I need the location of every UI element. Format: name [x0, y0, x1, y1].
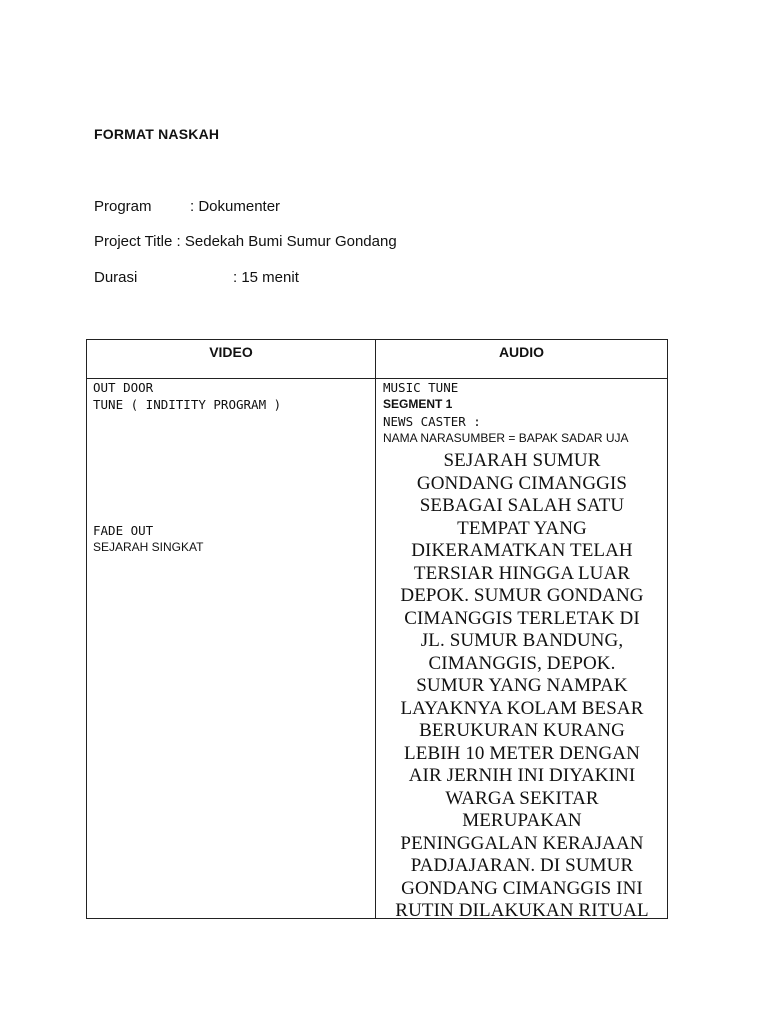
column-divider: [375, 340, 376, 918]
project-title-value: : Sedekah Bumi Sumur Gondang: [176, 233, 397, 250]
header-audio: AUDIO: [498, 344, 545, 360]
video-out-door: OUT DOOR: [93, 380, 154, 395]
program-label: Program: [94, 198, 152, 215]
narration-line: WARGA SEKITAR: [445, 787, 599, 809]
audio-narasumber: NAMA NARASUMBER = BAPAK SADAR UJA: [383, 431, 629, 445]
narration-line: CIMANGGIS TERLETAK DI: [404, 607, 640, 629]
durasi-value: : 15 menit: [233, 269, 299, 286]
narration-line: PADJAJARAN. DI SUMUR: [410, 855, 634, 876]
narration-line: PENINGGALAN KERAJAAN: [400, 832, 644, 854]
narration-line: LAYAKNYA KOLAM BESAR: [400, 697, 644, 719]
meta-durasi-row: [94, 269, 299, 286]
narration-line: MERUPAKAN: [462, 810, 582, 831]
narration-line: SEJARAH SUMUR: [443, 450, 601, 471]
durasi-label: Durasi: [94, 269, 138, 286]
script-table: [86, 339, 668, 919]
video-sejarah-singkat: SEJARAH SINGKAT: [93, 540, 204, 554]
narration-line: GONDANG CIMANGGIS: [416, 472, 628, 494]
meta-project-title-row: [94, 233, 397, 250]
audio-segment: SEGMENT 1: [383, 397, 453, 411]
page-title: FORMAT NASKAH: [94, 126, 220, 142]
narration-line: DIKERAMATKAN TELAH: [411, 540, 633, 561]
program-value: : Dokumenter: [190, 198, 281, 215]
narration-line: LEBIH 10 METER DENGAN: [404, 742, 640, 764]
narration-line: TEMPAT YANG: [457, 517, 587, 539]
narration-line: CIMANGGIS, DEPOK.: [428, 652, 616, 674]
narration-line: SEBAGAI SALAH SATU: [419, 495, 625, 516]
audio-cell-top: [383, 379, 665, 447]
meta-program-row: [94, 198, 280, 215]
audio-music-tune: MUSIC TUNE: [383, 380, 459, 395]
video-tune: TUNE ( INDITITY PROGRAM ): [93, 397, 282, 412]
narration-line: JL. SUMUR BANDUNG,: [420, 630, 624, 651]
video-fade-out: FADE OUT: [93, 523, 154, 538]
narration-line: AIR JERNIH INI DIYAKINI: [408, 765, 636, 786]
audio-news-caster: NEWS CASTER :: [383, 414, 481, 429]
video-cell-top: [93, 379, 281, 413]
audio-narration: [377, 450, 667, 923]
video-cell-fade: [93, 522, 203, 556]
narration-line: DEPOK. SUMUR GONDANG: [400, 585, 644, 606]
narration-line: TERSIAR HINGGA LUAR: [413, 562, 631, 584]
narration-line: GONDANG CIMANGGIS INI: [401, 877, 643, 899]
narration-line: SUMUR YANG NAMPAK: [416, 675, 628, 696]
header-video: VIDEO: [209, 344, 253, 360]
narration-line: BERUKURAN KURANG: [419, 720, 625, 741]
project-title-label: Project Title: [94, 233, 173, 250]
narration-line: RUTIN DILAKUKAN RITUAL: [395, 900, 649, 921]
